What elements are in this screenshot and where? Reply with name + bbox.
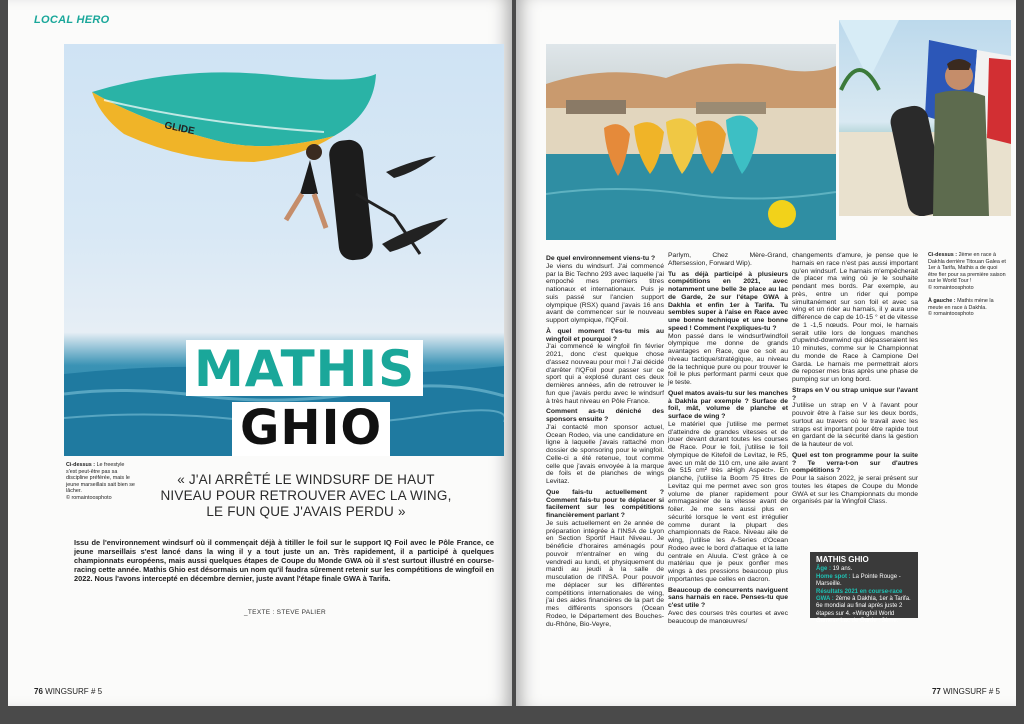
question: À quel moment t'es-tu mis au wingfoil et pourquoi ?	[546, 327, 664, 343]
intro-paragraph: Issu de l'environnement windsurf où il commençait déjà à titiller le foil sur le support IQ Foil avec le Pôle France, ce jeune marseillais s'est lancé dans la wing il y a tout juste un an. Très rapidement, il a participé à quelques championnats européens, mais aussi quelques étapes de Coupe du Monde GWA où il s'est surtout illustré en course-racing cette année. Mathis Ghio est désormais un nom qu'il faudra sûrement retenir sur les compétitions de wingfoil en 2022. Nous l'avons intercepté en décembre dernier, juste avant l'étape finale GWA à Tarifa.	[74, 538, 494, 584]
question: Que fais-tu actuellement ? Comment fais-tu pour te déplacer si facilement sur les compétitions financièrement parlant ?	[546, 488, 664, 519]
profile-title: MATHIS GHIO	[816, 555, 869, 564]
issue-number: # 5	[988, 687, 1000, 696]
issue-number: # 5	[90, 687, 103, 696]
results-label: Résultats 2021 en course-race GWA :	[816, 588, 903, 603]
question: Comment as-tu déniché des sponsors ensuite ?	[546, 408, 664, 423]
caption2-text: Mathis mène la meute en race à Dakhla.	[928, 298, 994, 311]
question: De quel environnement viens-tu ?	[546, 255, 656, 262]
profile-age	[816, 566, 912, 573]
page-folio-right	[932, 687, 1000, 696]
age-label: Âge :	[816, 566, 831, 573]
magazine-name: WINGSURF	[943, 687, 987, 696]
spot-label: Home spot :	[816, 573, 851, 580]
text-credit: _TEXTE : STEVE PALIER	[244, 609, 327, 616]
caption-credit: © romaintoosphoto	[66, 494, 112, 501]
caption-label: Ci-dessus :	[66, 462, 96, 468]
right-page	[516, 0, 1016, 706]
left-page	[8, 0, 512, 706]
race-illustration	[546, 44, 836, 240]
caption2-credit: © romaintoosphoto	[928, 311, 974, 318]
question: Quel est ton programme pour la suite ? Te verra-t-on sur d'autres compétitions ?	[792, 451, 918, 475]
answer: Je viens du windsurf. J'ai commencé par la Bic Techno 293 avec laquelle j'ai empoché mes premiers titres nationaux et internationaux. Puis je suis passé sur l'ancien support olympique (RSX) quand j'avais 16 ans avant de commencer sur le nouveau support olympique, l'IQFoil.	[546, 262, 664, 324]
profile-results	[816, 589, 912, 626]
pull-quote: « J'AI ARRÊTÉ LE WINDSURF DE HAUT NIVEAU POUR RETROUVER AVEC LA WING, LE FUN QUE J'AVAIS PERDU »	[160, 472, 452, 519]
spot-value: La Pointe Rouge - Marseille.	[816, 573, 901, 588]
question: Beaucoup de concurrents naviguent sans harnais en race. Penses-tu que c'est utile ?	[668, 586, 788, 609]
right-captions	[928, 252, 1008, 318]
article-column-3	[792, 252, 918, 508]
wing-brand-text: GLIDE	[163, 120, 196, 138]
answer-continued: changements d'amure, je pense que le harnais en race n'est pas aussi important qu'en windsurf. Le harnais m'empêcherait de placer ma wing où je le souhaite pendant mes bords. Par exemple, au près, entre un rider qui pompe simultanément sur son foil et avec sa wing et un rider au harnais, il y aura une différence de cap de 10-15 ° et de vitesse de 1 -1,5 nœuds. Pour moi, le harnais serait utile lors de longues manches d'upwind-downwind qui dépasseraient les 10 minutes, comme sur le Championnat du monde de Race à Campione Del Garda. Le harnais me permettrait alors de reposer mes bras après une phase de pumping sur un long bord.	[792, 252, 918, 383]
caption2-label: À gauche :	[928, 298, 956, 305]
caption1-text: 2ème en race à Dakhla derrière Titouan Galea et 1er à Tarifa, Mathis a de quoi être fier pour sa première saison sur le World Tour !	[928, 252, 1006, 285]
answer-continued: Parlym, Chez Mère-Grand, Aftersession, Forward Wip).	[668, 252, 788, 267]
question: Straps en V ou strap unique sur l'avant ?	[792, 386, 918, 402]
portrait-illustration	[839, 20, 1011, 216]
profile-box	[810, 552, 918, 625]
answer: Pour la saison 2022, je serai présent sur toutes les étapes de Coupe du Monde GWA et sur les Championnats du monde organisés par la Wingfoil Class.	[792, 475, 918, 506]
caption1-label: Ci-dessus :	[928, 252, 958, 258]
answer: Mon passé dans le windsurf/windfoil olympique me donne de grands avantages en Race, que ce soit au niveau tactique/stratégique, au niveau de la technique pure ou pour trouver le foil le plus performant parmi ceux que je teste.	[668, 332, 788, 386]
page-folio-left	[34, 687, 102, 696]
age-value: 19 ans.	[832, 566, 853, 573]
article-column-2	[668, 252, 788, 627]
section-kicker: LOCAL HERO	[34, 14, 110, 26]
answer: J'ai contacté mon sponsor actuel, Ocean Rodeo, via une candidature en ligne à laquelle j'avais rattaché mon dossier de sponsoring pour le wingfoil. Celle-ci a été retenue, tout comme celle que j'avais envoyée à la marque de foils et de planches de wings Levitaz.	[546, 423, 664, 485]
portrait-photo	[839, 20, 1011, 216]
answer: Le matériel que j'utilise me permet d'atteindre de grandes vitesses et de jouer devant durant toutes les courses de Race. Pour le foil, j'utilise le foil olympique de Kitefoil de Levitaz, le R5, avec un mât de 110 cm, une aile avant de 515 cm² très aHigh Aspect». En planche, j'utilise la Boom 75 litres de Levitaz qui me permet avec son gros volume de planer rapidement pour emmagasiner de la vitesse avant de foiler. Je me sens aussi plus en sécurité lorsque le vent est irrégulier comme durant la plupart des championnats de Race. Niveau aile de wing, j'utilise les A-Series d'Ocean Rodeo avec le bord d'attaque et la latte centrale en Aluula. C'est grâce à ce matériau que je peux gonfler mes wings à des pressions beaucoup plus importantes que celles en dacron.	[668, 420, 788, 583]
question: Tu as déjà participé à plusieurs compétitions en 2021, avec notamment une belle 3e place au lac de Garde, 2e sur l'étape GWA à Dakhla et enfin 1er à Tarifa. Tu sembles super à l'aise en Race avec une bonne technique et une bonne speed ! Comment l'expliques-tu ?	[668, 270, 788, 332]
page-number: 77	[931, 687, 941, 696]
question: Quel matos avais-tu sur les manches à Dakhla par exemple ? Surface de foil, mât, volume de planche et surface de wing ?	[668, 389, 788, 420]
answer: J'ai commencé le wingfoil fin février 2021, donc c'est quelque chose d'assez nouveau pour moi ! J'ai décidé d'arrêter l'IQFoil pour passer sur ce sport qui a explosé durant ces deux dernières années, afin de retrouver le fun que j'avais perdu avec le windsurf à très haut niveau en Pôle France.	[546, 343, 664, 405]
page-number: 76	[34, 687, 43, 696]
answer: Je suis actuellement en 2e année de préparation intégrée à l'INSA de Lyon en Section Sportif Haut Niveau. Je bénéficie d'horaires aménagés pour pouvoir m'entraîner en wing du vendredi au lundi, et physiquement du mardi au jeudi à la salle de musculation de l'INSA. Pour pouvoir me déplacer sur les différentes compétitions internationales de wing, j'ai des aides financières de la part de mes différents sponsors (Ocean Rodeo, le Département des Bouches-du-Rhône, Bio-Veyre,	[546, 519, 664, 628]
title-first-name: MATHIS	[186, 340, 423, 396]
answer: Avec des courses très courtes et avec beaucoup de manœuvres/	[668, 609, 788, 625]
results-value: 2ème à Dakhla, 1er à Tarifa. 6e mondial au final après juste 2 étapes sur 4. «Wingfoil World Games» Lac de Garde : 3ème.	[816, 596, 911, 625]
title-last-name: GHIO	[232, 402, 390, 456]
magazine-name: WINGSURF	[45, 687, 89, 696]
caption-text: Le freestyle s'est peut-être pas sa discipline préférée, mais le jeune marseillais sait bien se lâcher.	[66, 462, 135, 495]
caption1-credit: © romaintoosphoto	[928, 284, 974, 291]
profile-spot	[816, 574, 912, 589]
answer: J'utilise un strap en V à l'avant pour pouvoir être à l'aise sur les deux bords, surtout au travers où le travail avec les straps est important pour être rapide tout en gardant de la sécurité dans la gestion de la hauteur de vol.	[792, 402, 918, 448]
race-photo	[546, 44, 836, 240]
photo-caption	[66, 462, 136, 502]
article-column-1	[546, 252, 664, 630]
